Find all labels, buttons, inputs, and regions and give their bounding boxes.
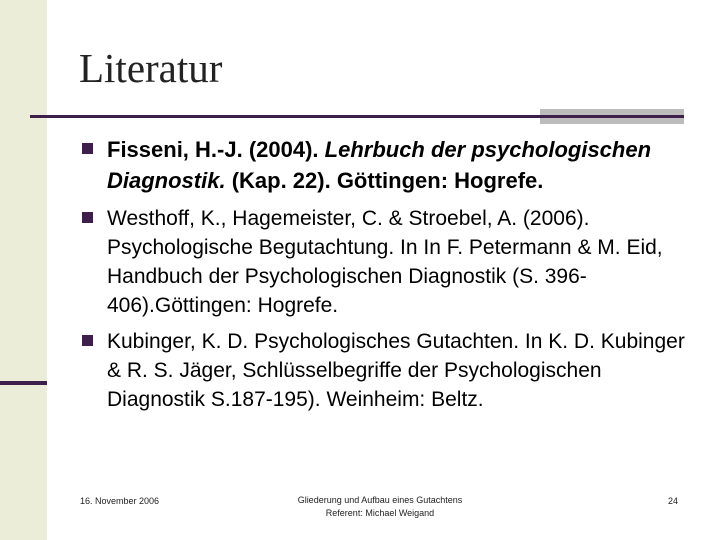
left-decorative-bar bbox=[0, 0, 47, 540]
bullet-square-icon bbox=[82, 212, 93, 223]
bullet-square-icon bbox=[82, 143, 93, 154]
reference-item-westhoff bbox=[82, 204, 692, 320]
slide-title: Literatur bbox=[79, 45, 223, 91]
reference-item-kubinger bbox=[82, 327, 692, 414]
reference-publisher: (Kap. 22). Göttingen: Hogrefe. bbox=[225, 168, 544, 193]
reference-text: Westhoff, K., Hagemeister, C. & Stroebel, A. (2006). Psychologische Begutachtung. In In F. Petermann & M. Eid, Handbuch der Psychologischen Diagnostik (S. 396-406).Göttingen: Hogrefe. bbox=[107, 207, 663, 317]
reference-list bbox=[82, 134, 692, 414]
reference-item-fisseni bbox=[82, 134, 692, 196]
title-rule-block-bottom bbox=[540, 118, 684, 124]
reference-author-year: Fisseni, H.-J. (2004). bbox=[107, 137, 325, 162]
left-accent-stripe bbox=[0, 381, 47, 385]
footer-presenter: Referent: Michael Weigand bbox=[325, 508, 435, 518]
footer-date: 16. November 2006 bbox=[80, 496, 160, 506]
footer-presentation-title: Gliederung und Aufbau eines Gutachtens bbox=[297, 495, 463, 505]
bullet-square-icon bbox=[82, 335, 93, 346]
footer-center bbox=[260, 494, 500, 520]
footer-page-number: 24 bbox=[667, 496, 678, 506]
reference-text: Kubinger, K. D. Psychologisches Gutachten. In K. D. Kubinger & R. S. Jäger, Schlüsselbegriffe der Psychologischen Diagnostik S.187-195). Weinheim: Beltz. bbox=[107, 330, 685, 411]
title-underline-rule bbox=[30, 115, 684, 118]
reference-book-title: Lehrbuch der psychologischen Diagnostik. bbox=[107, 137, 652, 193]
